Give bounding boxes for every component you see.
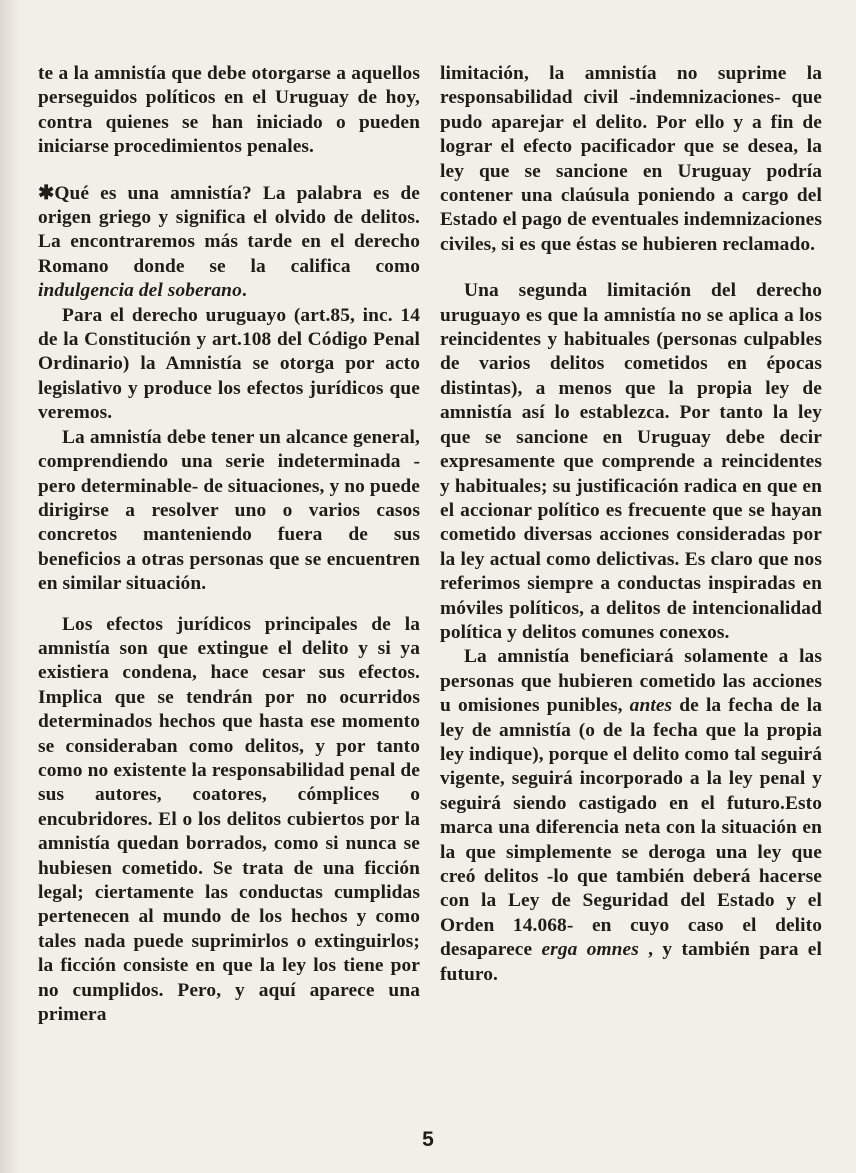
paragraph-uruguayan-law: Para el derecho uruguayo (art.85, inc. 14 de la Constitución y art.108 del Código Penal Ordinario) la Amnistía se otorga por acto legislativo y produce los efectos jurídicos que veremos. bbox=[38, 304, 420, 424]
text-run: ✱Qué es una amnistía? La palabra es de origen griego y significa el olvido de delitos. La encontraremos más tarde en el derecho Romano donde se la califica como bbox=[38, 182, 420, 277]
paragraph-legal-effects: Los efectos jurídicos principales de la amnistía son que extingue el delito y si ya existiera condena, hace cesar sus efectos. Implica que se tendrán por no ocurridos determinados hechos que hasta ese momento se consideraban como delitos, y por tanto como no existente la responsabilidad penal de sus autores, coatores, cómplices o encubridores. El o los delitos cubiertos por la amnistía quedan borrados, como si nunca se hubiesen cometido. Se trata de una ficción legal; ciertamente las conductas cumplidas pertenecen al mundo de los hechos y como tales nada puede suprimirlos o extinguirlos; la ficción consiste en que la ley los tiene por no cumplidos. Pero, y aquí aparece una primera bbox=[38, 613, 420, 1026]
text-run: de la fecha de la ley de amnistía (o de la fecha que la propia ley indique), porque el delito como tal seguirá vigente, seguirá incorporado a la ley penal y seguirá siendo castigado en el futuro.Esto marca una diferencia neta con la situación en la que simplemente se deroga una ley que creó delitos -lo que también deberá hacerse con la Ley de Seguridad del Estado y el Orden 14.068- en cuyo caso el delito desaparece bbox=[440, 695, 822, 961]
paragraph-first-limitation: limitación, la amnistía no suprime la responsabilidad civil -indemnizaciones- que pudo aparejar el delito. Por ello y a fin de lograr el efecto pacificador que se desea, la ley que se sancione en Uruguay podría contener una claúsula poniendo a cargo del Estado el pago de eventuales indemnizaciones civiles, si es que éstas se hubieren reclamado. bbox=[440, 63, 822, 255]
text-run: . bbox=[241, 280, 247, 302]
text-run: La amnistía beneficiará solamente a las personas que hubieren cometido las acciones u omisiones punibles, bbox=[440, 646, 822, 717]
page-edge-shadow bbox=[0, 0, 20, 1173]
italic-term: indulgencia del soberano bbox=[38, 280, 242, 302]
page-number: 5 bbox=[422, 1128, 434, 1151]
paragraph-what-is-amnesty bbox=[38, 182, 420, 304]
paragraph-beneficiaries bbox=[440, 645, 822, 987]
paragraph-continuation: te a la amnistía que debe otorgarse a aquellos perseguidos políticos en el Uruguay de hoy, contra quienes se han iniciado o pueden iniciarse procedimientos penales. bbox=[38, 63, 420, 158]
paragraph-second-limitation: Una segunda limitación del derecho uruguayo es que la amnistía no se aplica a los reincidentes y habituales (personas culpables de varios delitos cometidos en épocas distintas), a menos que la propia ley de amnistía así lo establezca. Por tanto la ley que se sancione en Uruguay debe decir expresamente que comprende a reincidentes y habituales; su justificación radica en que en el accionar político es frecuente que se hayan cometido diversas acciones consideradas por la ley actual como delictivas. Es claro que nos referimos siempre a conductas inspiradas en móviles políticos, a delitos de intencionalidad política y delitos comunes conexos. bbox=[440, 280, 822, 643]
text-run: , y también para el futuro. bbox=[440, 939, 822, 985]
italic-term: antes bbox=[629, 695, 673, 717]
paragraph-general-scope: La amnistía debe tener un alcance general, comprendiendo una serie indeterminada -pero determinable- de situaciones, y no puede dirigirse a resolver uno o varios casos concretos manteniendo fuera de sus beneficios a otras personas que se encuentren en similar situación. bbox=[38, 426, 420, 595]
right-column bbox=[440, 62, 822, 987]
italic-term: erga omnes bbox=[541, 939, 639, 961]
left-column bbox=[38, 62, 420, 1027]
